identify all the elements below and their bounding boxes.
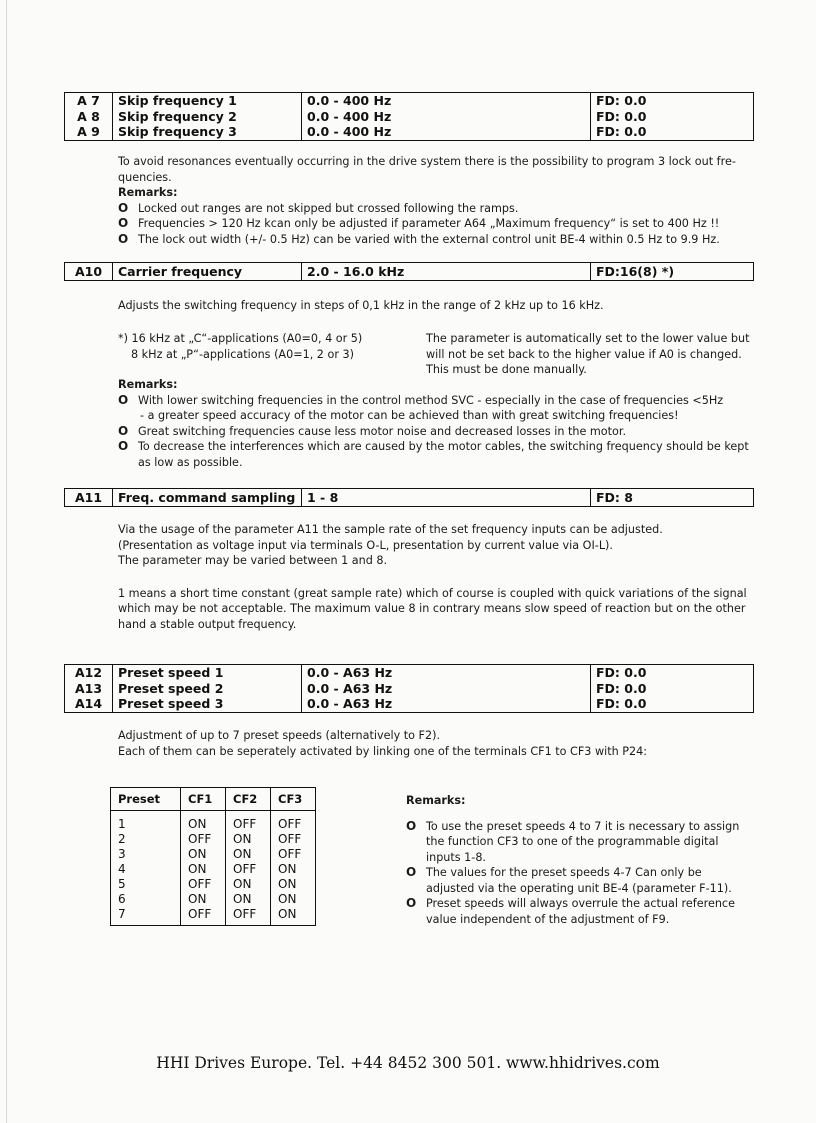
column-header: CF2 xyxy=(226,788,271,811)
param-name: Preset speed 1 xyxy=(113,665,302,681)
table-cell: 2 xyxy=(111,832,181,847)
circle-bullet-icon: O xyxy=(118,423,129,438)
table-cell: 5 xyxy=(111,877,181,892)
note-line: *) 16 kHz at „C“-applications (A0=0, 4 or 5) xyxy=(118,332,363,345)
param-range: 0.0 - A63 Hz xyxy=(302,681,591,697)
param-name: Freq. command sampling xyxy=(113,489,302,507)
table-cell: ON xyxy=(181,892,226,907)
page-edge-line xyxy=(6,0,7,1123)
table-cell: ON xyxy=(271,907,316,926)
table-row xyxy=(65,109,754,125)
param-range: 0.0 - 400 Hz xyxy=(302,109,591,125)
table-row xyxy=(111,832,316,847)
param-default: FD: 0.0 xyxy=(596,93,647,108)
table-cell: ON xyxy=(226,847,271,862)
table-cell: 3 xyxy=(111,847,181,862)
param-name: Carrier frequency xyxy=(113,263,302,281)
remarks-label: Remarks: xyxy=(406,794,466,807)
param-code: A11 xyxy=(65,489,113,507)
preset-truth-table xyxy=(110,787,316,926)
bullet-text: The lock out width (+/- 0.5 Hz) can be varied with the external control unit BE-4 within 0.5 Hz to 9.9 Hz. xyxy=(138,232,720,246)
table-row xyxy=(111,847,316,862)
param-table-skip-frequency xyxy=(64,92,754,141)
column-header: CF1 xyxy=(181,788,226,811)
param-code: A14 xyxy=(65,696,113,712)
bullet-text: With lower switching frequencies in the control method SVC - especially in the case of frequencies <5Hz xyxy=(138,393,724,407)
bullet-text: Preset speeds will always overrule the actual reference value independent of the adjustment of F9. xyxy=(426,897,735,926)
bullet-item xyxy=(118,201,754,217)
note-paragraph: The parameter is automatically set to the lower value but will not be set back to the higher value if A0 is changed. This must be done manually. xyxy=(426,332,750,376)
bullet-text: Frequencies > 120 Hz kcan only be adjusted if parameter A64 „Maximum frequency“ is set to 400 Hz !! xyxy=(138,217,720,230)
table-row xyxy=(111,907,316,926)
table-cell: OFF xyxy=(181,907,226,926)
bullet-item xyxy=(406,819,746,866)
paragraph: Each of them can be seperately activated by linking one of the terminals CF1 to CF3 with P24: xyxy=(118,744,648,758)
param-name: Preset speed 2 xyxy=(113,681,302,697)
circle-bullet-icon: O xyxy=(118,216,129,230)
carrier-remarks xyxy=(118,377,754,470)
table-cell: OFF xyxy=(181,832,226,847)
remarks-label: Remarks: xyxy=(118,186,178,199)
bullet-continuation: - a greater speed accuracy of the motor can be achieved than with great switching frequencies! xyxy=(140,409,679,422)
table-row xyxy=(111,877,316,892)
circle-bullet-icon: O xyxy=(406,865,417,879)
paragraph: Via the usage of the parameter A11 the sample rate of the set frequency inputs can be adjusted. xyxy=(118,523,663,536)
param-name: Skip frequency 2 xyxy=(113,109,302,125)
table-row xyxy=(111,892,316,907)
bullet-item xyxy=(118,424,754,440)
table-cell: OFF xyxy=(226,811,271,833)
table-cell: ON xyxy=(226,832,271,847)
table-cell: ON xyxy=(181,811,226,833)
table-row xyxy=(111,811,316,833)
table-cell: ON xyxy=(271,892,316,907)
bullet-text: The values for the preset speeds 4-7 Can only be adjusted via the operating unit BE-4 (parameter F-11). xyxy=(426,866,732,895)
param-default: FD: 0.0 xyxy=(596,124,647,139)
bullet-text: Locked out ranges are not skipped but crossed following the ramps. xyxy=(138,201,519,215)
param-default: FD: 0.0 xyxy=(596,680,647,696)
param-range: 0.0 - 400 Hz xyxy=(302,124,591,140)
section-sampling-text xyxy=(118,522,754,632)
paragraph: Adjusts the switching frequency in steps of 0,1 kHz in the range of 2 kHz up to 16 kHz. xyxy=(118,299,604,312)
param-table-carrier-frequency xyxy=(64,262,754,281)
table-cell: ON xyxy=(226,877,271,892)
paragraph: Adjustment of up to 7 preset speeds (alternatively to F2). xyxy=(118,729,441,742)
carrier-note-right xyxy=(426,331,754,378)
param-table-freq-command-sampling xyxy=(64,488,754,507)
circle-bullet-icon: O xyxy=(118,200,129,215)
bullet-item xyxy=(406,865,746,896)
note-line: 8 kHz at „P“-applications (A0=1, 2 or 3) xyxy=(131,347,354,361)
param-default: FD: 0.0 xyxy=(596,665,647,680)
param-code: A10 xyxy=(65,263,113,281)
circle-bullet-icon: O xyxy=(406,896,417,910)
param-default: FD:16(8) *) xyxy=(596,264,675,279)
table-cell: OFF xyxy=(226,907,271,926)
bullet-item xyxy=(406,896,746,927)
table-cell: 6 xyxy=(111,892,181,907)
paragraph: (Presentation as voltage input via terminals O-L, presentation by current value via OI-L). xyxy=(118,538,613,552)
circle-bullet-icon: O xyxy=(118,392,129,407)
circle-bullet-icon: O xyxy=(118,231,129,246)
param-code: A12 xyxy=(65,665,113,681)
paragraph: 1 means a short time constant (great sample rate) which of course is coupled with quick variations of the signal which may be not acceptable. The maximum value 8 in contrary means slow speed of reaction but on the other hand a stable output frequency. xyxy=(118,586,747,631)
section-skip-frequency-text xyxy=(118,154,754,247)
section-carrier-frequency-text xyxy=(118,298,754,314)
table-cell: 7 xyxy=(111,907,181,926)
table-cell: ON xyxy=(271,862,316,877)
carrier-note-left xyxy=(118,331,418,362)
column-header: CF3 xyxy=(271,788,316,811)
table-cell: ON xyxy=(181,862,226,877)
param-range: 0.0 - 400 Hz xyxy=(302,93,591,109)
bullet-text: To use the preset speeds 4 to 7 it is necessary to assign the function CF3 to one of the programmable digital inputs 1-8. xyxy=(426,819,740,864)
table-row xyxy=(65,489,754,507)
param-range: 2.0 - 16.0 kHz xyxy=(302,263,591,281)
param-default: FD: 0.0 xyxy=(596,696,647,711)
table-row xyxy=(65,263,754,281)
param-name: Skip frequency 3 xyxy=(113,124,302,140)
table-cell: OFF xyxy=(181,877,226,892)
table-cell: 1 xyxy=(111,811,181,833)
param-range: 0.0 - A63 Hz xyxy=(302,696,591,712)
table-cell: 4 xyxy=(111,862,181,877)
table-cell: OFF xyxy=(271,847,316,862)
preset-remarks xyxy=(406,793,746,927)
table-cell: ON xyxy=(181,847,226,862)
page-footer: HHI Drives Europe. Tel. +44 8452 300 501. www.hhidrives.com xyxy=(156,1054,660,1072)
bullet-item xyxy=(118,393,754,409)
table-cell: OFF xyxy=(271,811,316,833)
param-table-preset-speed xyxy=(64,664,754,713)
table-row xyxy=(65,696,754,712)
circle-bullet-icon: O xyxy=(406,818,417,833)
table-cell: ON xyxy=(226,892,271,907)
table-row xyxy=(65,93,754,109)
param-name: Skip frequency 1 xyxy=(113,93,302,109)
param-code: A 7 xyxy=(65,93,113,109)
table-cell: OFF xyxy=(226,862,271,877)
param-default: FD: 8 xyxy=(596,490,633,505)
table-row xyxy=(111,862,316,877)
bullet-item xyxy=(118,216,754,232)
table-cell: OFF xyxy=(271,832,316,847)
section-preset-speed-text xyxy=(118,728,754,759)
paragraph: To avoid resonances eventually occurring in the drive system there is the possibility to program 3 lock out fre-quencies. xyxy=(118,155,736,184)
paragraph: The parameter may be varied between 1 and 8. xyxy=(118,554,388,567)
bullet-item xyxy=(118,439,754,470)
circle-bullet-icon: O xyxy=(118,439,129,453)
param-range: 0.0 - A63 Hz xyxy=(302,665,591,681)
param-default: FD: 0.0 xyxy=(596,108,647,124)
table-row xyxy=(65,665,754,681)
table-row xyxy=(65,681,754,697)
column-header: Preset xyxy=(111,788,181,811)
param-code: A 8 xyxy=(65,109,113,125)
bullet-item xyxy=(118,232,754,248)
remarks-label: Remarks: xyxy=(118,378,178,391)
param-range: 1 - 8 xyxy=(302,489,591,507)
table-cell: ON xyxy=(271,877,316,892)
param-name: Preset speed 3 xyxy=(113,696,302,712)
table-header-row xyxy=(111,788,316,811)
bullet-text: Great switching frequencies cause less motor noise and decreased losses in the motor. xyxy=(138,424,627,438)
param-code: A 9 xyxy=(65,124,113,140)
table-row xyxy=(65,124,754,140)
param-code: A13 xyxy=(65,681,113,697)
bullet-text: To decrease the interferences which are caused by the motor cables, the switching frequency should be kept as low as possible. xyxy=(138,440,749,469)
